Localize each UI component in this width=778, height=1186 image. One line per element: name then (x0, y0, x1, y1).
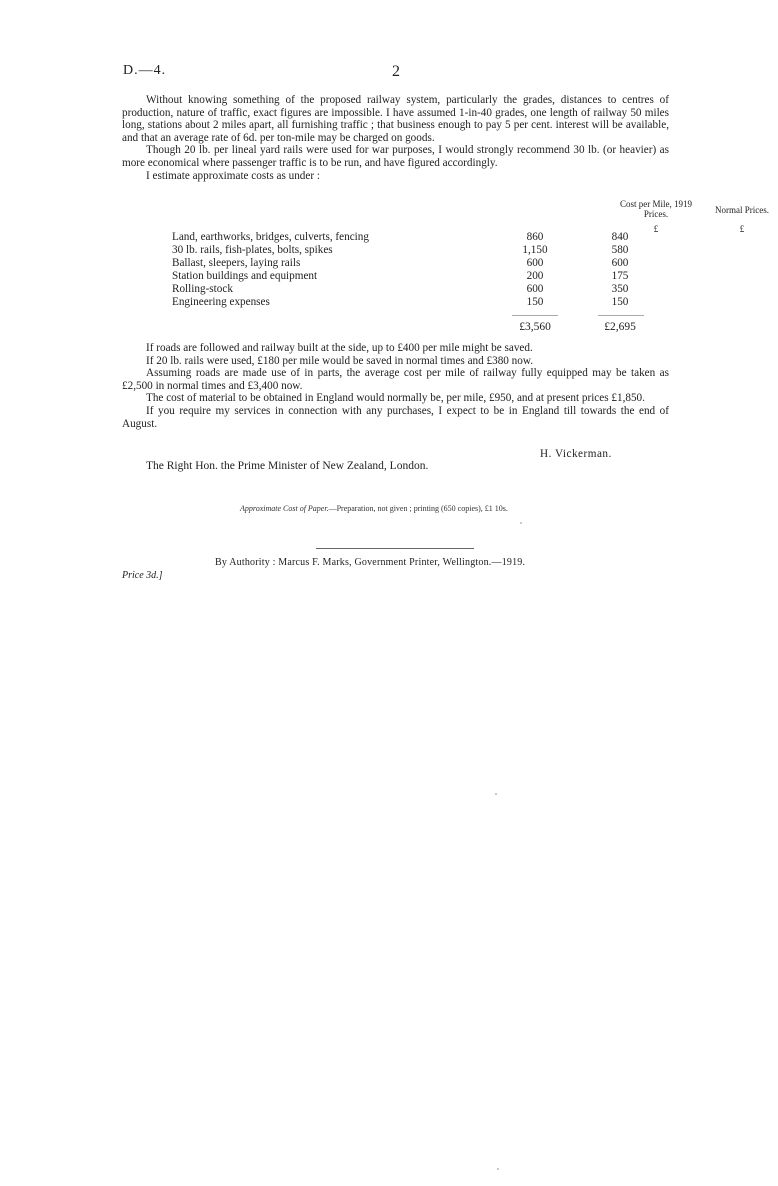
paragraph: The cost of material to be obtained in England would normally be, per mile, £950, and at present prices £1,850. (146, 392, 645, 405)
cost-normal: 175 (611, 270, 629, 282)
row-label: Land, earthworks, bridges, culverts, fencing (172, 231, 369, 243)
paragraph: If roads are followed and railway built at the side, up to £400 per mile might be saved. (146, 342, 533, 354)
paragraph: If you require my services in connection with any purchases, I expect to be in England till towards the end of August. (122, 404, 669, 430)
total-normal: £2,695 (604, 321, 636, 333)
page-number: 2 (392, 63, 400, 80)
cost-normal: 600 (611, 257, 629, 269)
intro-text (122, 94, 669, 182)
cost-1919: 860 (526, 231, 544, 243)
cost-1919: 200 (526, 270, 544, 282)
row-label: 30 lb. rails, fish-plates, bolts, spikes (172, 244, 333, 256)
row-label: Rolling-stock (172, 283, 233, 295)
column-header-1919: Cost per Mile, 1919 Prices. (620, 199, 692, 219)
table-row (172, 257, 662, 270)
cost-normal: 350 (611, 283, 629, 295)
price-note: Price 3d.] (122, 570, 163, 581)
row-label: Station buildings and equipment (172, 270, 318, 282)
currency-symbol: £ (653, 224, 659, 234)
table-row (172, 231, 662, 244)
table-row (172, 283, 662, 296)
total-rule (512, 315, 558, 316)
column-header-normal: Normal Prices. (715, 205, 769, 215)
cost-normal: 580 (611, 244, 629, 256)
cost-1919: 600 (526, 257, 544, 269)
paragraph: I estimate approximate costs as under : (146, 169, 320, 182)
row-label: Ballast, sleepers, laying rails (172, 257, 301, 269)
scan-speck (497, 1168, 499, 1170)
cost-normal: 840 (611, 231, 629, 243)
cost-normal: 150 (611, 296, 629, 308)
paragraph: Though 20 lb. per lineal yard rails were used for war purposes, I would strongly recommend 30 lb. (or heavier) as more economical where passenger traffic is to be run, and have figured accordingly. (122, 144, 669, 169)
total-rule (598, 315, 644, 316)
signature: H. Vickerman. (540, 448, 612, 460)
total-1919: £3,560 (519, 321, 551, 333)
paragraph: If 20 lb. rails were used, £180 per mile would be saved in normal times and £380 now. (146, 354, 534, 367)
table-row (172, 296, 662, 309)
currency-symbol: £ (739, 224, 745, 234)
cost-1919: 600 (526, 283, 544, 295)
paragraph: Without knowing something of the proposed railway system, particularly the grades, distances to centres of production, nature of traffic, exact figures are impossible. I have assumed 1-in-40 grades, one length of railway 50 miles long, stations about 2 miles apart, all furnishing traffic ; that business enough to pay 5 per cent. interest will be available, and that an average rate of 6d. per ton-mile may be charged on goods. (122, 94, 669, 144)
paragraph: Assuming roads are made use of in parts, the average cost per mile of railway fully equipped may be taken as £2,500 in normal times and £3,400 now. (122, 367, 669, 392)
table-row (172, 244, 662, 257)
approx-cost-text: —Preparation, not given ; printing (650 copies), £1 10s. (328, 504, 508, 513)
table-row (172, 270, 662, 283)
scan-speck (520, 522, 522, 524)
addressee: The Right Hon. the Prime Minister of New Zealand, London. (146, 460, 429, 472)
row-label: Engineering expenses (172, 296, 270, 308)
footer-rule (316, 548, 474, 549)
closing-text (122, 342, 669, 430)
approx-cost-label: Approximate Cost of Paper. (240, 504, 329, 513)
document-reference: D.—4. (123, 63, 167, 78)
cost-1919: 1,150 (522, 244, 548, 256)
approximate-cost-note (240, 504, 508, 513)
cost-1919: 150 (526, 296, 544, 308)
printer-authority: By Authority : Marcus F. Marks, Government Printer, Wellington.—1919. (215, 557, 526, 568)
scan-speck (495, 793, 497, 795)
